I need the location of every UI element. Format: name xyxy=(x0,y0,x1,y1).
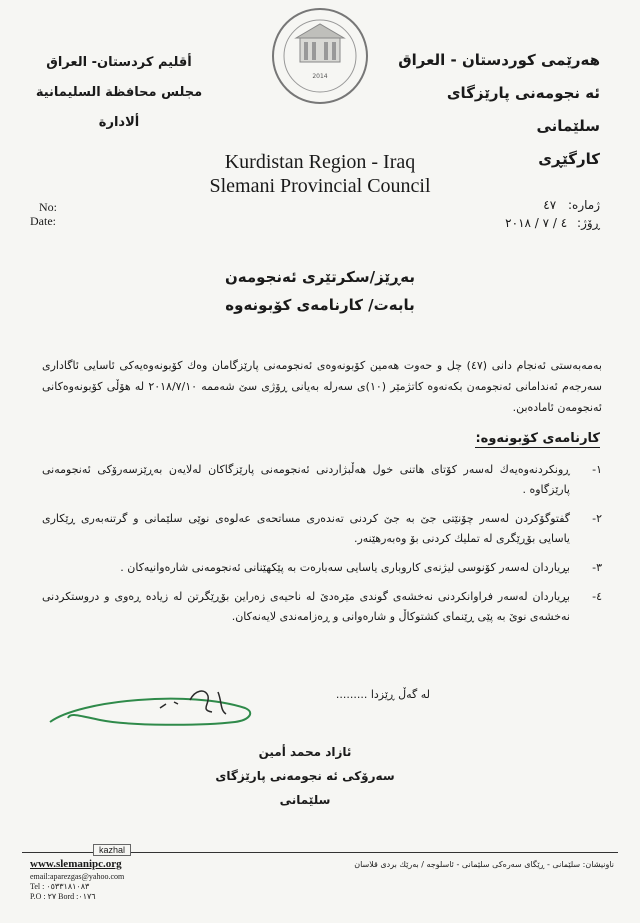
intro-paragraph: بەمەبەستی ئەنجام دانی (٤٧) چل و حەوت هەمین کۆبونەوەی ئەنجومەنی پارێزگامان وەك کۆبونەوەیەکی ئاسایی ئاگاداری سەرجەم ئەندامانی ئەنجومەن بکەنەوە کاتژمێر (١٠)ی سەرلە بەیانی ڕۆژی سێ شەممە ٢٠١٨/٧/١٠ لە هۆڵی کۆبونەوەکانی ئەنجومەن ئامادەبن. xyxy=(42,359,602,414)
agenda-item xyxy=(42,460,602,500)
website-link[interactable]: www.slemanipc.org xyxy=(30,858,122,870)
agenda-item-text: گفتوگۆکردن لەسەر چۆنێتی جێ بە جێ کردنی تەندەری مساتحەی عەلوەی نوێی سلێمانی و گرتنەبەری ڕێکاری یاسایی بۆڕێگری لە تملیك کردنی بۆ وەبەرهێنەر. xyxy=(42,512,570,545)
typist-initials: kazhal xyxy=(93,844,131,856)
agenda-item-number: ١- xyxy=(592,463,602,476)
date-label: ڕۆژ: xyxy=(577,216,600,230)
council-line-arabic: مجلس محافظة السليمانية xyxy=(35,85,203,100)
region-line-english: Kurdistan Region - Iraq xyxy=(224,151,416,173)
subject-line: بابەت/ کارنامەی کۆبونەوە xyxy=(225,296,415,314)
address-text: ناونیشان: سلێمانی - ڕێگای سەرەکی سلێمانی - ئاسلوجە / بەرێك بردی قلاسان xyxy=(354,860,614,869)
pobox-text: P.O : ٢٧ Bord :٠١٧٦ xyxy=(30,892,96,901)
agenda-item-number: ٤- xyxy=(592,590,602,603)
en-number-label: No: xyxy=(39,200,57,214)
agenda-item-text: بڕیاردان لەسەر فراوانکردنی نەخشەی گوندی مێرەدێ لە ناحیەی زەراین بۆڕێگرتن لە زیادە ڕەوی و دروستکردنی نەخشەی نوێ بە پێی ڕێنمای کشتوکاڵ و شارەوانی و ڕەزامەندی لایەنەکان. xyxy=(42,590,570,623)
contact-info xyxy=(30,872,124,902)
region-line-kurdish: هەرێمی کوردستان - العراق xyxy=(398,51,600,69)
reference-number-row xyxy=(420,196,600,214)
reference-english xyxy=(30,200,57,228)
signer-title: سەرۆکی ئه نجومەنی پارێزگای سلێمانی xyxy=(215,769,395,807)
letterhead-arabic xyxy=(34,48,204,138)
email-text: email:aparezgas@yahoo.com xyxy=(30,872,125,881)
closing-regards: لە گەڵ ڕێزدا ......... xyxy=(335,688,430,701)
department-line-kurdish: کارگێڕی xyxy=(538,150,600,168)
reference-date-row xyxy=(420,214,600,232)
addressee: بەڕێز/سکرتێری ئەنجومەن xyxy=(224,268,415,286)
agenda-item-number: ٢- xyxy=(592,512,602,525)
phone-text: Tel : ٠٥٣٣١٨١٠٨٣ xyxy=(30,882,90,891)
agenda-item-text: ڕونکردنەوەیەك لەسەر کۆتای هاتنی خول هەڵبژاردنی ئەنجومەنی پارێزگاکان لەلایەن بەڕێزسەرۆکی ئەنجومەنی پارێزگاوە . xyxy=(42,463,570,496)
en-date-label: Date: xyxy=(30,214,56,228)
signatory xyxy=(190,740,420,812)
number-value: ٤٧ xyxy=(543,198,557,212)
letter-subject xyxy=(150,263,490,319)
agenda-item xyxy=(42,558,602,578)
agenda-item-text: بڕیاردان لەسەر کۆنوسی لیژنەی کاروباری یاسایی سەبارەت بە پێکهێنانی ئەنجومەنی شارەوانیەکان . xyxy=(120,561,570,574)
agenda-list xyxy=(42,460,602,636)
date-value: ٤ / ٧ / ٢٠١٨ xyxy=(505,216,568,230)
agenda-item-number: ٣- xyxy=(592,561,602,574)
signer-name: ئازاد محمد أمين xyxy=(258,745,352,759)
agenda-heading: کارنامەی کۆبونەوە: xyxy=(475,431,600,446)
council-seal-logo xyxy=(270,6,370,106)
council-line-english: Slemani Provincial Council xyxy=(209,175,431,197)
reference-kurdish xyxy=(420,196,600,232)
agenda-item xyxy=(42,509,602,549)
agenda-item xyxy=(42,587,602,627)
letterhead-english xyxy=(190,150,450,198)
seal-year: 2014 xyxy=(312,73,328,80)
number-label: ژمارە: xyxy=(567,198,600,212)
department-line-arabic: ألادارة xyxy=(98,115,140,130)
region-line-arabic: أقليم كردستان- العراق xyxy=(46,55,192,70)
council-line-kurdish: ئه نجومەنی پارێزگای سلێمانی xyxy=(446,84,600,135)
